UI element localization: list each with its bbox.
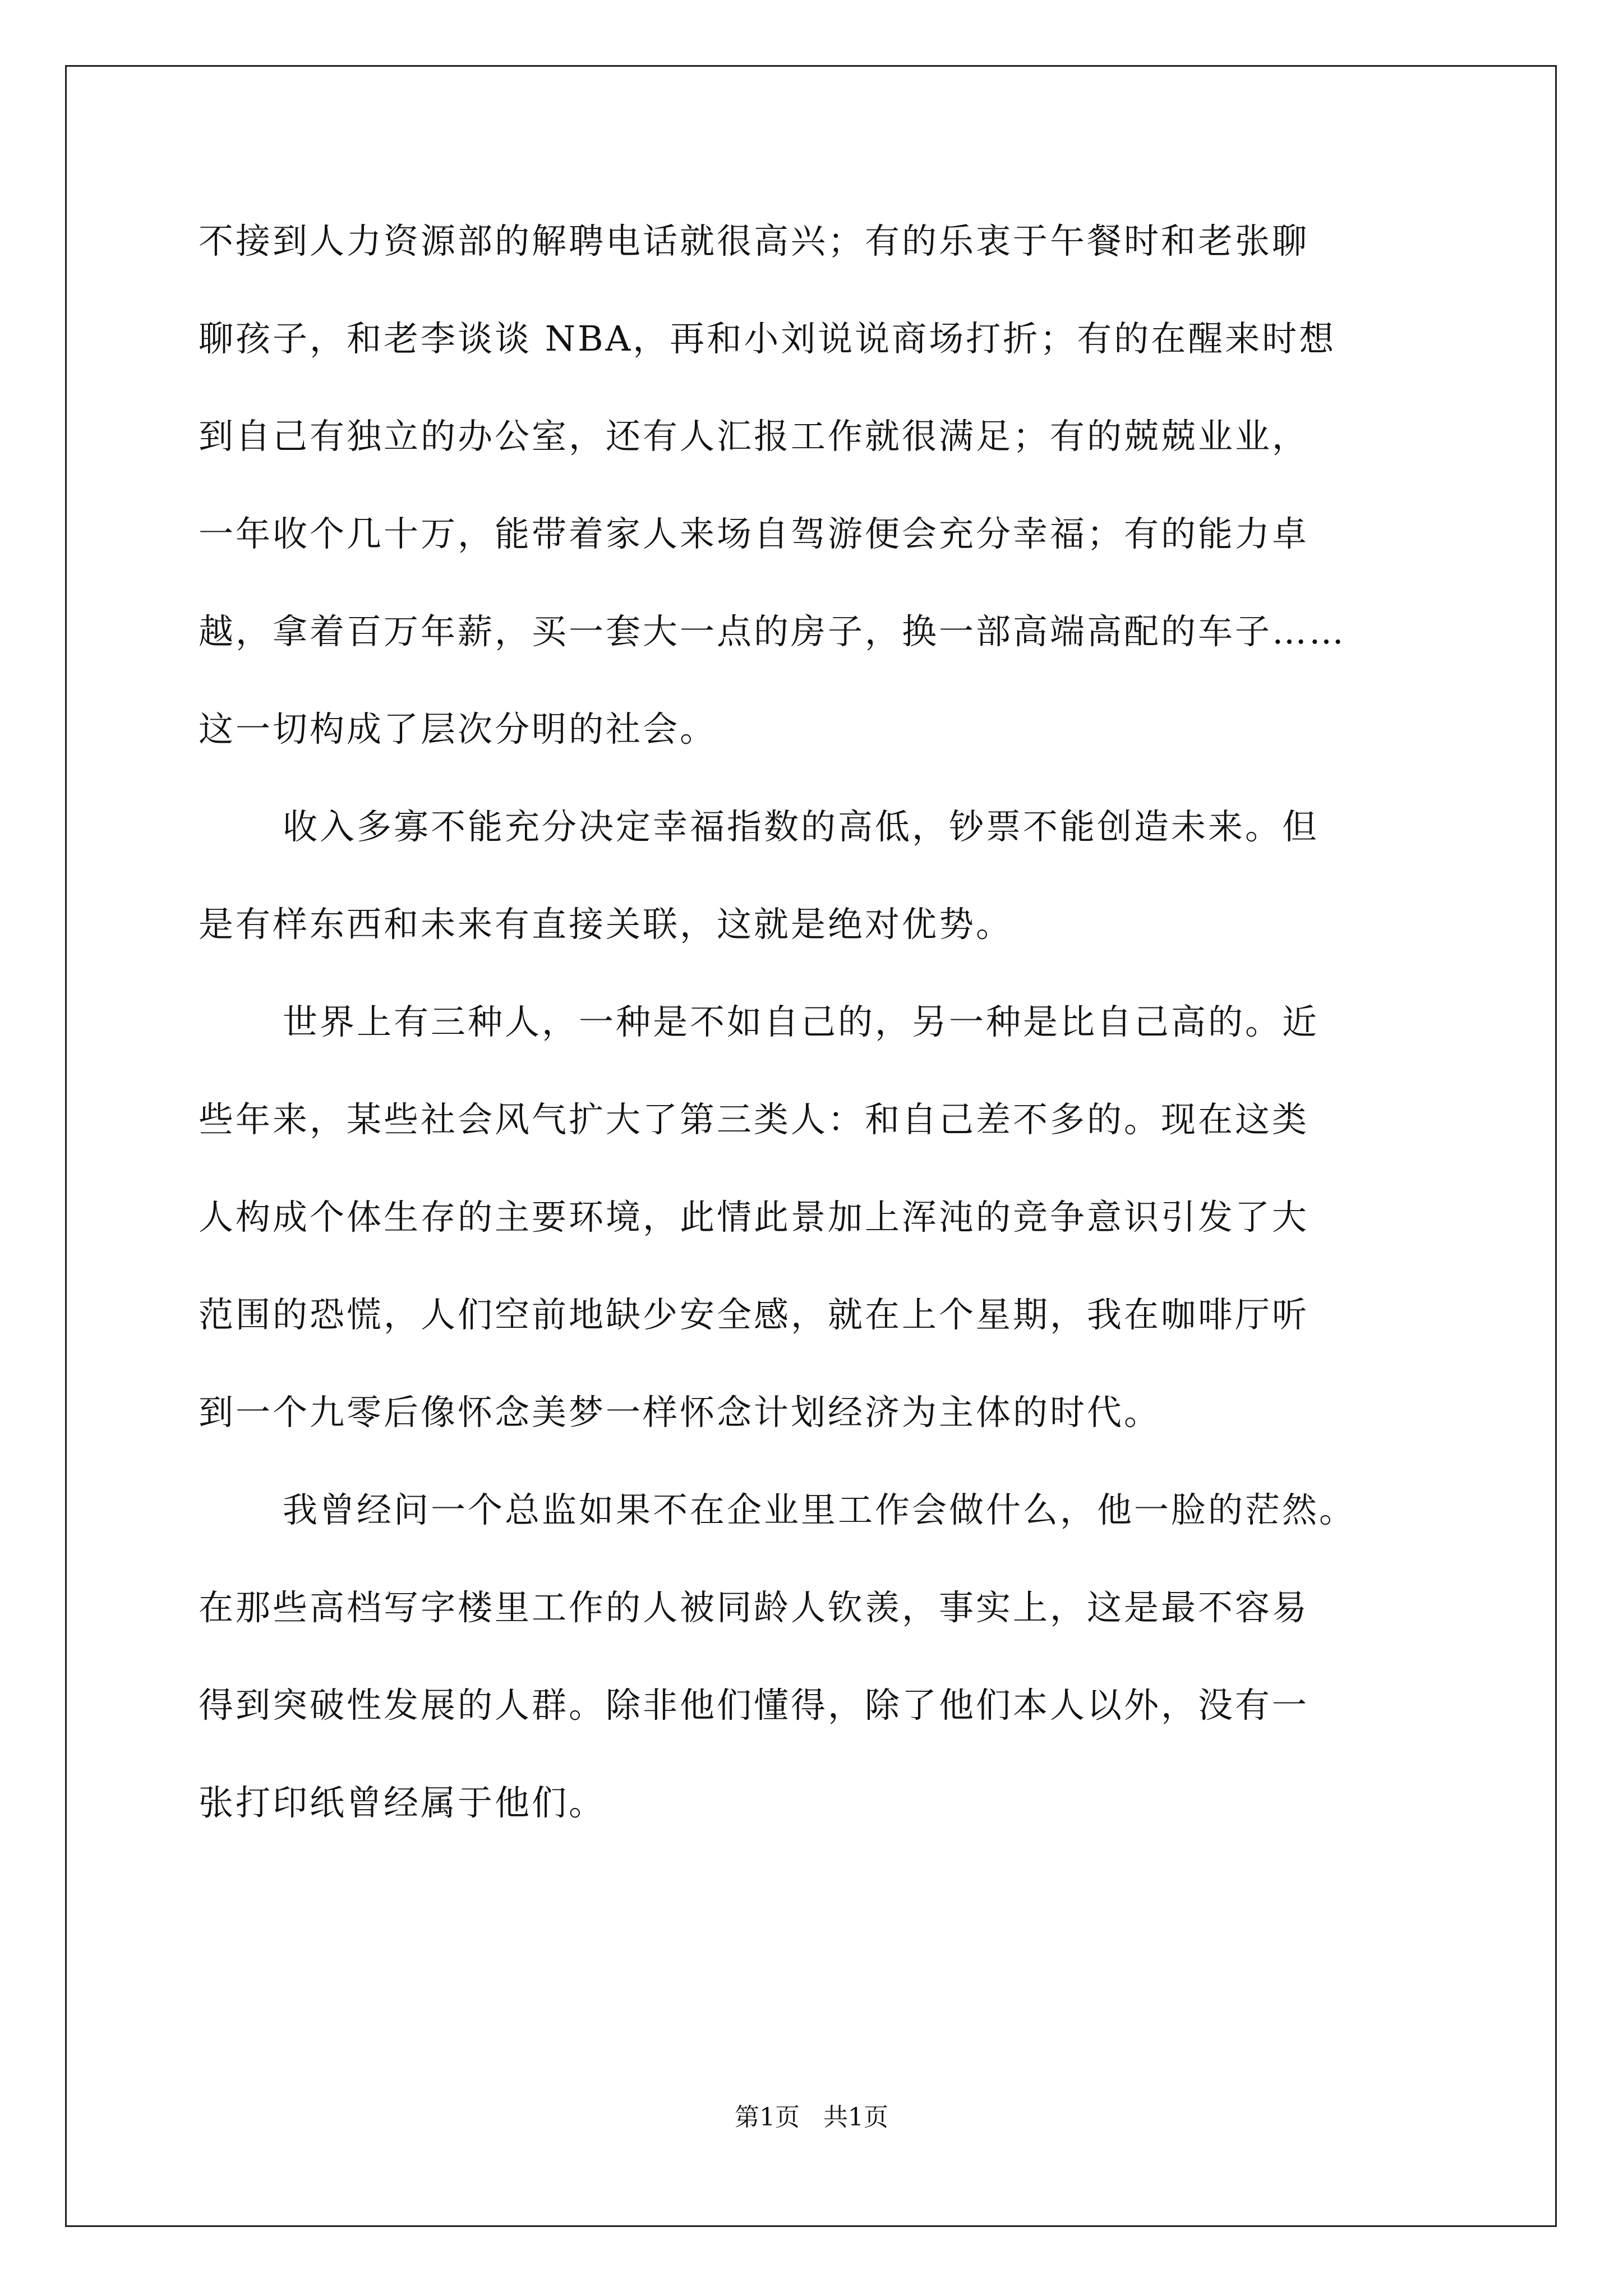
text-line: 越，拿着百万年薪，买一套大一点的房子，换一部高端高配的车子…… [199, 611, 1347, 652]
text-line: 不接到人力资源部的解聘电话就很高兴；有的乐衷于午餐时和老张聊 [199, 220, 1310, 261]
text-line: 些年来，某些社会风气扩大了第三类人：和自己差不多的。现在这类 [199, 1099, 1310, 1140]
text-line: 张打印纸曾经属于他们。 [199, 1782, 606, 1823]
text-line: 得到突破性发展的人群。除非他们懂得，除了他们本人以外，没有一 [199, 1685, 1310, 1726]
text-line: 这一切构成了层次分明的社会。 [199, 708, 717, 749]
page-border [65, 65, 1557, 2227]
paragraph-first-line: 世界上有三种人，一种是不如自己的，另一种是比自己高的。近 [283, 1001, 1320, 1042]
text-line: 到自己有独立的办公室，还有人汇报工作就很满足；有的兢兢业业， [199, 416, 1310, 457]
text-line: 是有样东西和未来有直接关联，这就是绝对优势。 [199, 904, 1013, 945]
text-line: 到一个九零后像怀念美梦一样怀念计划经济为主体的时代。 [199, 1392, 1161, 1433]
paragraph-first-line: 收入多寡不能充分决定幸福指数的高低，钞票不能创造未来。但 [283, 806, 1320, 847]
text-line: 在那些高档写字楼里工作的人被同龄人钦羡，事实上，这是最不容易 [199, 1587, 1310, 1628]
text-line: 人构成个体生存的主要环境，此情此景加上浑沌的竞争意识引发了大 [199, 1197, 1310, 1237]
page-footer: 第1页 共1页 [735, 2103, 888, 2132]
text-line: 聊孩子，和老李谈谈 NBA，再和小刘说说商场打折；有的在醒来时想 [199, 318, 1336, 359]
text-line: 范围的恐慌，人们空前地缺少安全感，就在上个星期，我在咖啡厅听 [199, 1294, 1310, 1335]
paragraph-first-line: 我曾经问一个总监如果不在企业里工作会做什么，他一脸的茫然。 [283, 1489, 1357, 1530]
text-line: 一年收个几十万，能带着家人来场自驾游便会充分幸福；有的能力卓 [199, 513, 1310, 554]
